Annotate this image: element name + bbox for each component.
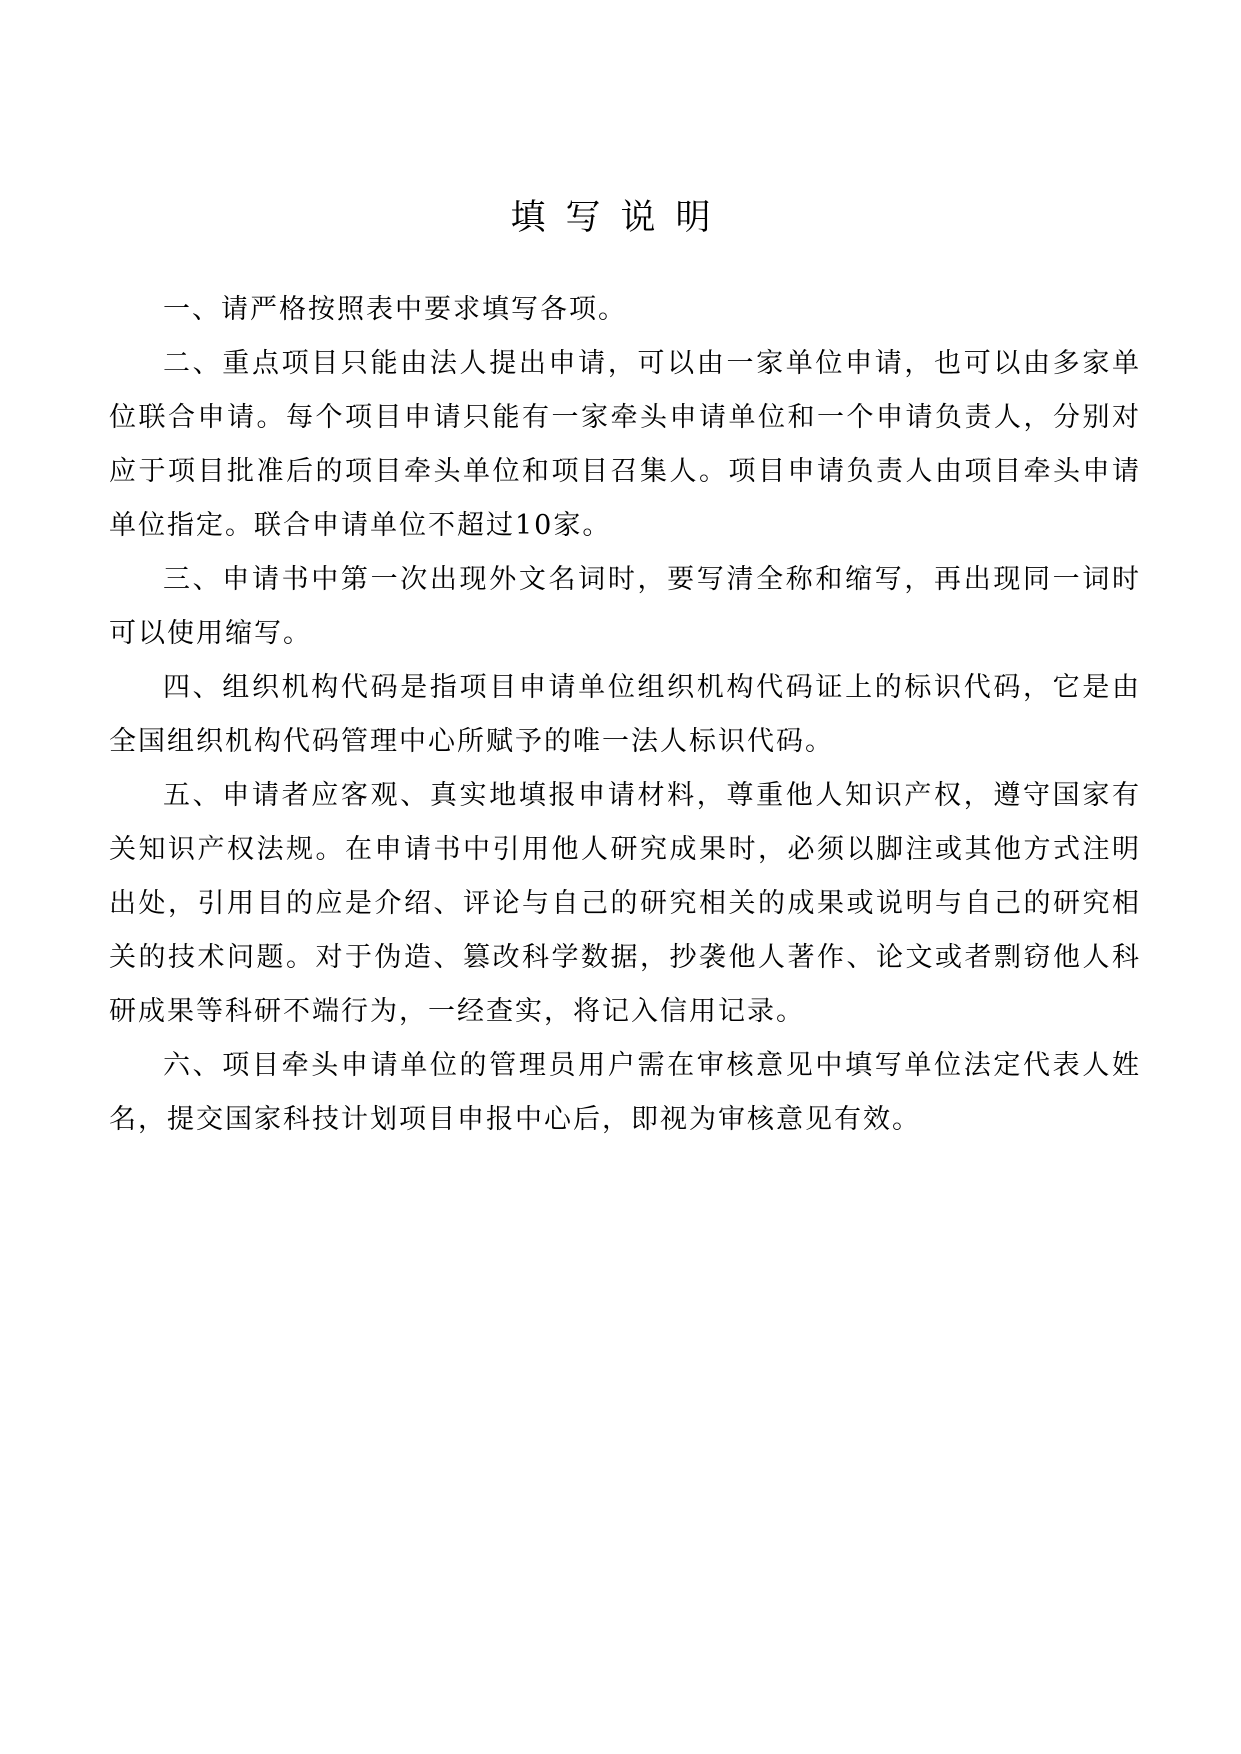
instruction-paragraph-4: 四、组织机构代码是指项目申请单位组织机构代码证上的标识代码，它是由全国组织机构代码管理中心所赋予的唯一法人标识代码。 — [109, 672, 1141, 757]
instruction-paragraph-6: 六、项目牵头申请单位的管理员用户需在审核意见中填写单位法定代表人姓名，提交国家科技计划项目申报中心后，即视为审核意见有效。 — [109, 1050, 1141, 1135]
instructions-body — [109, 283, 1141, 1147]
instruction-paragraph-1: 一、请严格按照表中要求填写各项。 — [163, 294, 627, 325]
instruction-paragraph-2: 二、重点项目只能由法人提出申请，可以由一家单位申请，也可以由多家单位联合申请。每个项目申请只能有一家牵头申请单位和一个申请负责人，分别对应于项目批准后的项目牵头单位和项目召集人。项目申请负责人由项目牵头申请单位指定。联合申请单位不超过10家。 — [109, 348, 1141, 541]
instruction-paragraph-3: 三、申请书中第一次出现外文名词时，要写清全称和缩写，再出现同一词时可以使用缩写。 — [109, 564, 1141, 649]
page-title: 填写说明 — [510, 198, 731, 238]
instruction-paragraph-5: 五、申请者应客观、真实地填报申请材料，尊重他人知识产权，遵守国家有关知识产权法规。在申请书中引用他人研究成果时，必须以脚注或其他方式注明出处，引用目的应是介绍、评论与自己的研究相关的成果或说明与自己的研究相关的技术问题。对于伪造、篡改科学数据，抄袭他人著作、论文或者剽窃他人科研成果等科研不端行为，一经查实，将记入信用记录。 — [109, 780, 1141, 1027]
